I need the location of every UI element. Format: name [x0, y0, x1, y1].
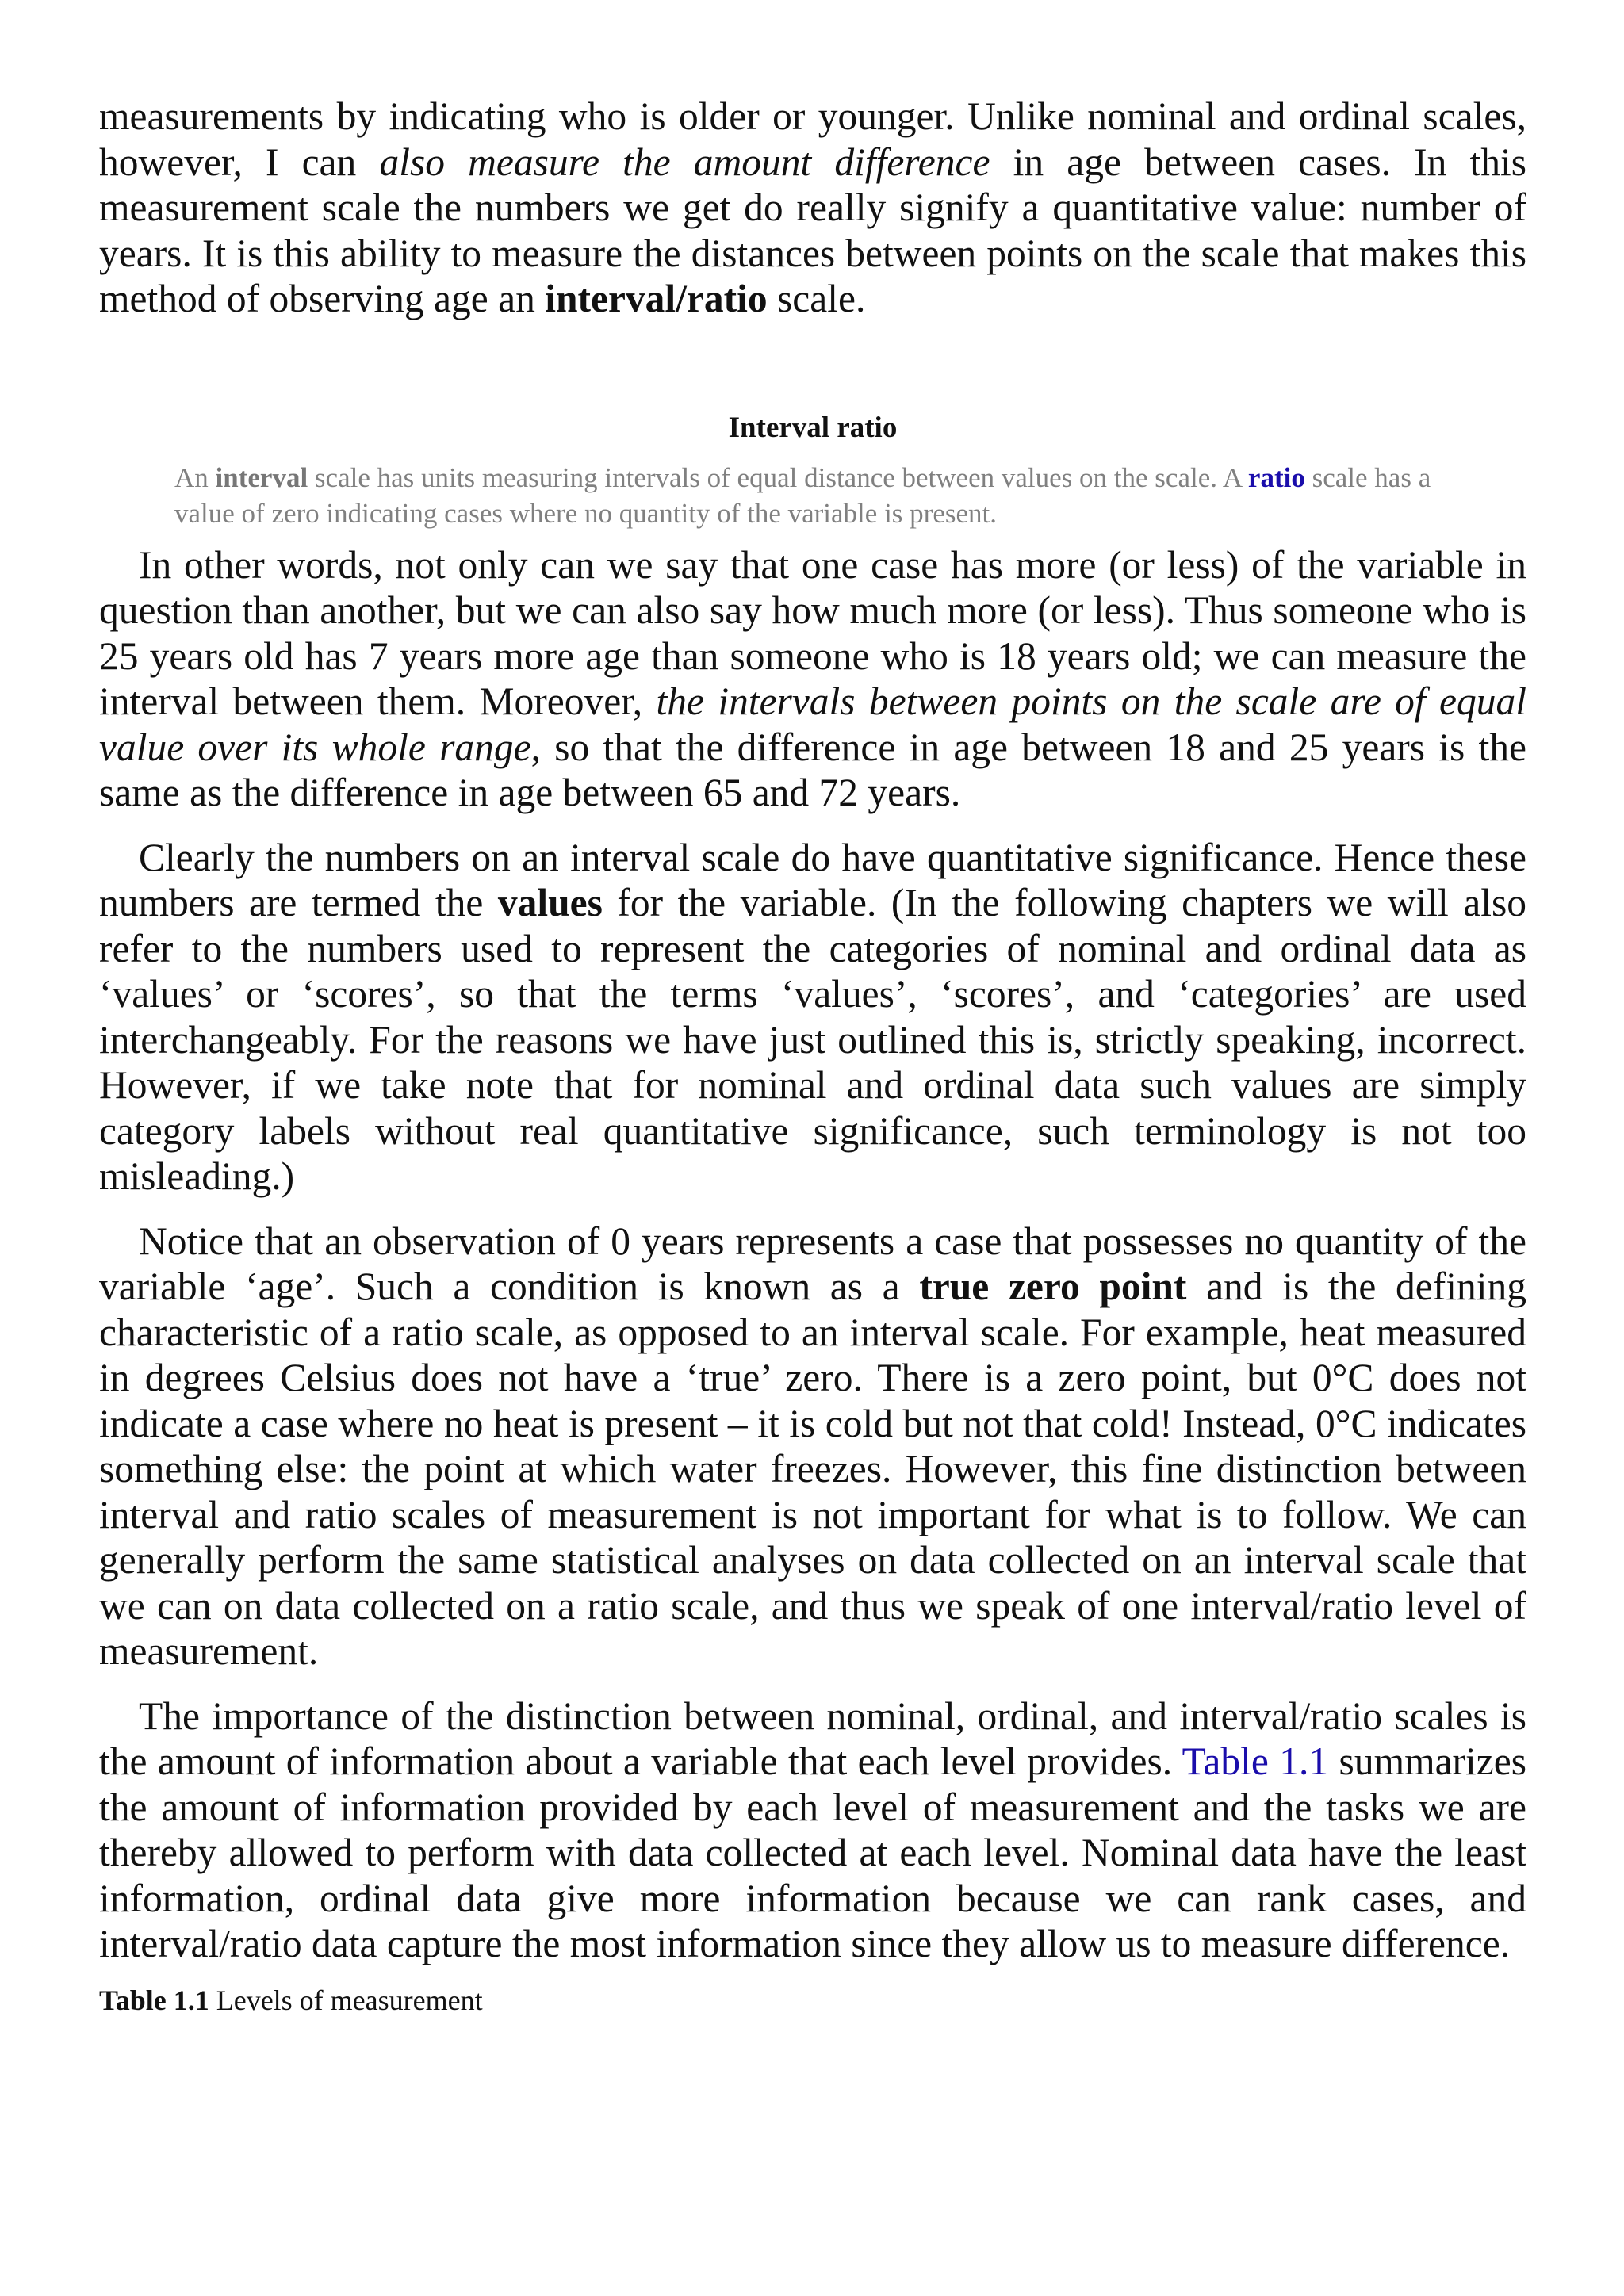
paragraph-values — [99, 835, 1526, 1200]
text: measurements by indicating who is older or younger. Unlike nominal and ordinal scales, however, I can — [99, 94, 1526, 184]
text: for the variable. (In the following chapters we will also refer to the numbers used to represent the categories of nominal and ordinal data as ‘values’ or ‘scores’, so that the terms ‘values’, ‘scores’, and ‘categories’ are used interchangeably. For the reasons we have just outlined this is, strictly speaking, incorrect. However, if we take note that for nominal and ordinal data such values are simply category labels without real quantitative significance, such terminology is not too misleading.) — [99, 881, 1526, 1198]
paragraph-importance — [99, 1693, 1526, 1967]
key-term-true-zero-point: true zero point — [919, 1265, 1187, 1308]
definition-box-body — [174, 460, 1455, 531]
text: , so that the difference in age between 18 and 25 years is the same as the difference in age between 65 and 72 years. — [99, 725, 1526, 814]
definition-term-interval: interval — [215, 461, 308, 493]
paragraph-intro — [99, 94, 1526, 322]
paragraph-true-zero — [99, 1219, 1526, 1674]
text: Notice that an observation of 0 years represents a case that possesses no quantity of the variable ‘age’. Such a condition is known as a — [99, 1219, 1526, 1308]
text: and is the defining characteristic of a ratio scale, as opposed to an interval scale. For example, heat measured in degrees Celsius does not have a ‘true’ zero. There is a zero point, but 0°C does not indicate a case where no heat is present – it is cold but not that cold! Instead, 0°C indicates something else: the point at which water freezes. However, this fine distinction between interval and ratio scales of measurement is not important for what is to follow. We can generally perform the same statistical analyses on data collected on an interval scale that we can on data collected on a ratio scale, and thus we speak of one interval/ratio level of measurement. — [99, 1265, 1526, 1673]
key-term-interval-ratio: interval/ratio — [545, 277, 768, 320]
text: In other words, not only can we say that one case has more (or less) of the variable in question than another, but we can also say how much more (or less). Thus someone who is 25 years old has 7 years more age than someone who is 18 years old; we can measure the interval between them. Moreover, — [99, 542, 1526, 723]
key-term-values: values — [497, 881, 603, 924]
emphasis: the intervals between points on the scale are of equal value over its whole range — [99, 679, 1526, 769]
text: scale. — [767, 277, 866, 320]
paragraph-intervals — [99, 542, 1526, 816]
text: scale has units measuring intervals of equal distance between values on the scale. A — [308, 461, 1248, 493]
table-caption-text: Levels of measurement — [209, 1984, 483, 2016]
text: The importance of the distinction between nominal, ordinal, and interval/ratio scales is the amount of information about a variable that each level provides. — [99, 1693, 1526, 1783]
table-caption-label: Table 1.1 — [99, 1984, 209, 2016]
definition-box-title: Interval ratio — [728, 411, 898, 444]
document-page — [99, 94, 1526, 2018]
text: in age between cases. In this measurement scale the numbers we get do really signify a quantitative value: number of years. It is this ability to measure the distances between points on the scale that makes this method of observing age an — [99, 140, 1526, 320]
definition-box — [99, 411, 1526, 531]
definition-term-ratio-link[interactable]: ratio — [1247, 461, 1305, 493]
text: An — [174, 461, 216, 493]
text: Clearly the numbers on an interval scale do have quantitative significance. Hence these numbers are termed the — [99, 835, 1526, 924]
emphasis: also measure the amount difference — [379, 140, 990, 184]
text: summarizes the amount of information provided by each level of measurement and the tasks we are thereby allowed to perform with data collected at each level. Nominal data have the least information, ordinal data give more information because we can rank cases, and interval/ratio data capture the most information since they allow us to measure difference. — [99, 1739, 1526, 1965]
table-caption — [99, 1983, 1526, 2018]
table-reference-link[interactable]: Table 1.1 — [1182, 1739, 1329, 1783]
text: scale has a value of zero indicating cases where no quantity of the variable is present. — [174, 461, 1431, 529]
